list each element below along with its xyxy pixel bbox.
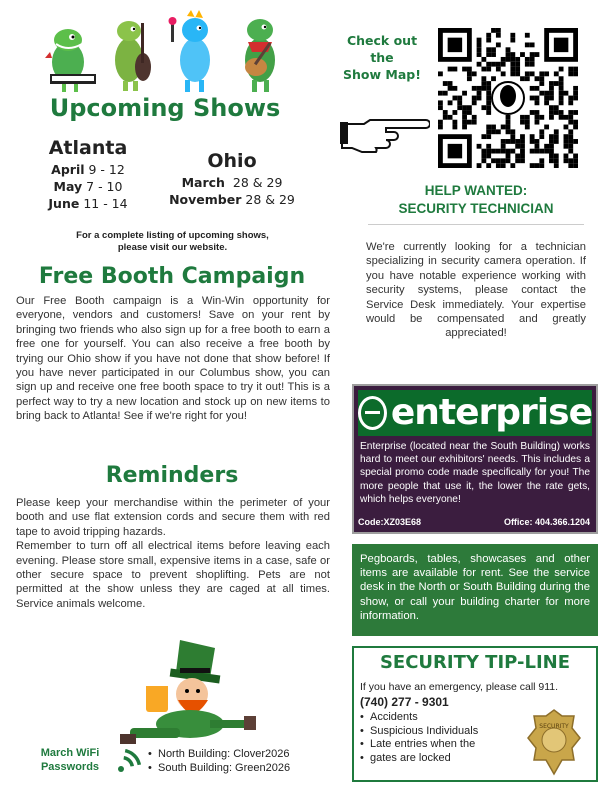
shows-note: For a complete listing of upcoming shows, please visit our website. [76,230,269,253]
show-map-callout: Check out the Show Map! [343,33,421,82]
date-row: June 11 - 14 [48,196,128,211]
security-list-item: • Accidents [360,711,500,725]
security-list-item: • Late entries when the [360,738,500,752]
bass-dino-icon [105,15,160,95]
rental-box [352,544,598,636]
enterprise-promo-code: Code:XZ03E68 [358,517,422,527]
wifi-password-list [148,748,318,775]
date-row: November 28 & 29 [169,192,295,207]
reminders-title: Reminders [105,463,239,488]
security-badge-icon [524,708,584,776]
enterprise-box [352,384,598,534]
singer-dino-icon [165,10,225,95]
page-title: Upcoming Shows [49,94,281,122]
qr-center-face [500,85,516,107]
keyboard-dino-icon [40,22,100,94]
show-map-qr-code[interactable] [438,28,578,168]
svg-text:SECURITY: SECURITY [539,723,569,730]
date-row: April 9 - 12 [51,162,125,177]
qr-code-icon [438,28,578,168]
security-list-item: • gates are locked [360,752,500,766]
city-atlanta: Atlanta [48,137,128,159]
atlanta-schedule [32,137,144,212]
wifi-icon [114,748,142,776]
reminders-paragraph-2: Remember to turn off all electrical items before leaving each evening. Please store small, expensive items in a case, safe or other secure space to prevent shoplifting. Pets are not permitted at the show unless they are caged at all times. Service animals welcome. [16,540,330,610]
dino-band [40,10,290,95]
wifi-password-item: • South Building: Green2026 [148,762,318,776]
city-ohio: Ohio [207,150,257,172]
booth-title: Free Booth Campaign [38,264,306,289]
date-row: March 28 & 29 [181,175,283,190]
rental-body: Pegboards, tables, showcases and other items are available for rent. See the service desk in the North or South Building during the show, or call your building charter for more information. [360,553,590,622]
security-box [352,646,598,782]
guitar-dino-icon [232,12,290,94]
pointing-hand-icon [338,110,430,154]
security-intro: If you have an emergency, please call 911. [360,681,559,693]
enterprise-logo: enterprise [358,390,592,436]
ohio-schedule [152,150,312,208]
enterprise-body: Enterprise (located near the South Building) works hard to meet our exhibitors' needs. This includes a special promo code made specifically for you! The more people that use it, the lower the rate gets, which helps everyone! [360,441,590,505]
help-wanted-title: HELP WANTED: SECURITY TECHNICIAN [398,183,554,216]
enterprise-e-icon [358,396,387,430]
reminders-paragraph-1: Please keep your merchandise within the perimeter of your booth and use flat extension cords and secure them with red tape to avoid tripping hazards. [16,497,330,538]
help-wanted-separator [368,224,584,225]
security-phone[interactable]: (740) 277 - 9301 [360,695,449,709]
help-wanted-body: We're currently looking for a technician specializing in security camera operation. If you have notable experience working with security systems, please contact the Service Desk immediately. Your expertise would be compensated and greatly appreciated! [366,241,586,340]
date-row: May 7 - 10 [53,179,123,194]
reminders-body [16,496,330,611]
enterprise-office-phone: Office: 404.366.1204 [503,517,590,527]
security-list [360,711,500,765]
wifi-label: March WiFi Passwords [40,747,100,773]
leprechaun-icon [110,638,260,750]
security-title: SECURITY TIP-LINE [379,652,571,673]
wifi-password-item: • North Building: Clover2026 [148,748,318,762]
security-list-item: • Suspicious Individuals [360,725,500,739]
booth-body: Our Free Booth campaign is a Win-Win opportunity for everyone, vendors and customers! Save on your rent by bringing two friends who also sign up for a free booth to earn a free one for yourself. You can also receive a free booth by trying our Ohio show if you have not done that show before! If you have never participated in our Columbus show, you can sign up and receive one free booth space to try it out! This is a perfect way to try a new location and stock up on new items to bring back to Atlanta! See if we're right for you! [16,295,330,423]
